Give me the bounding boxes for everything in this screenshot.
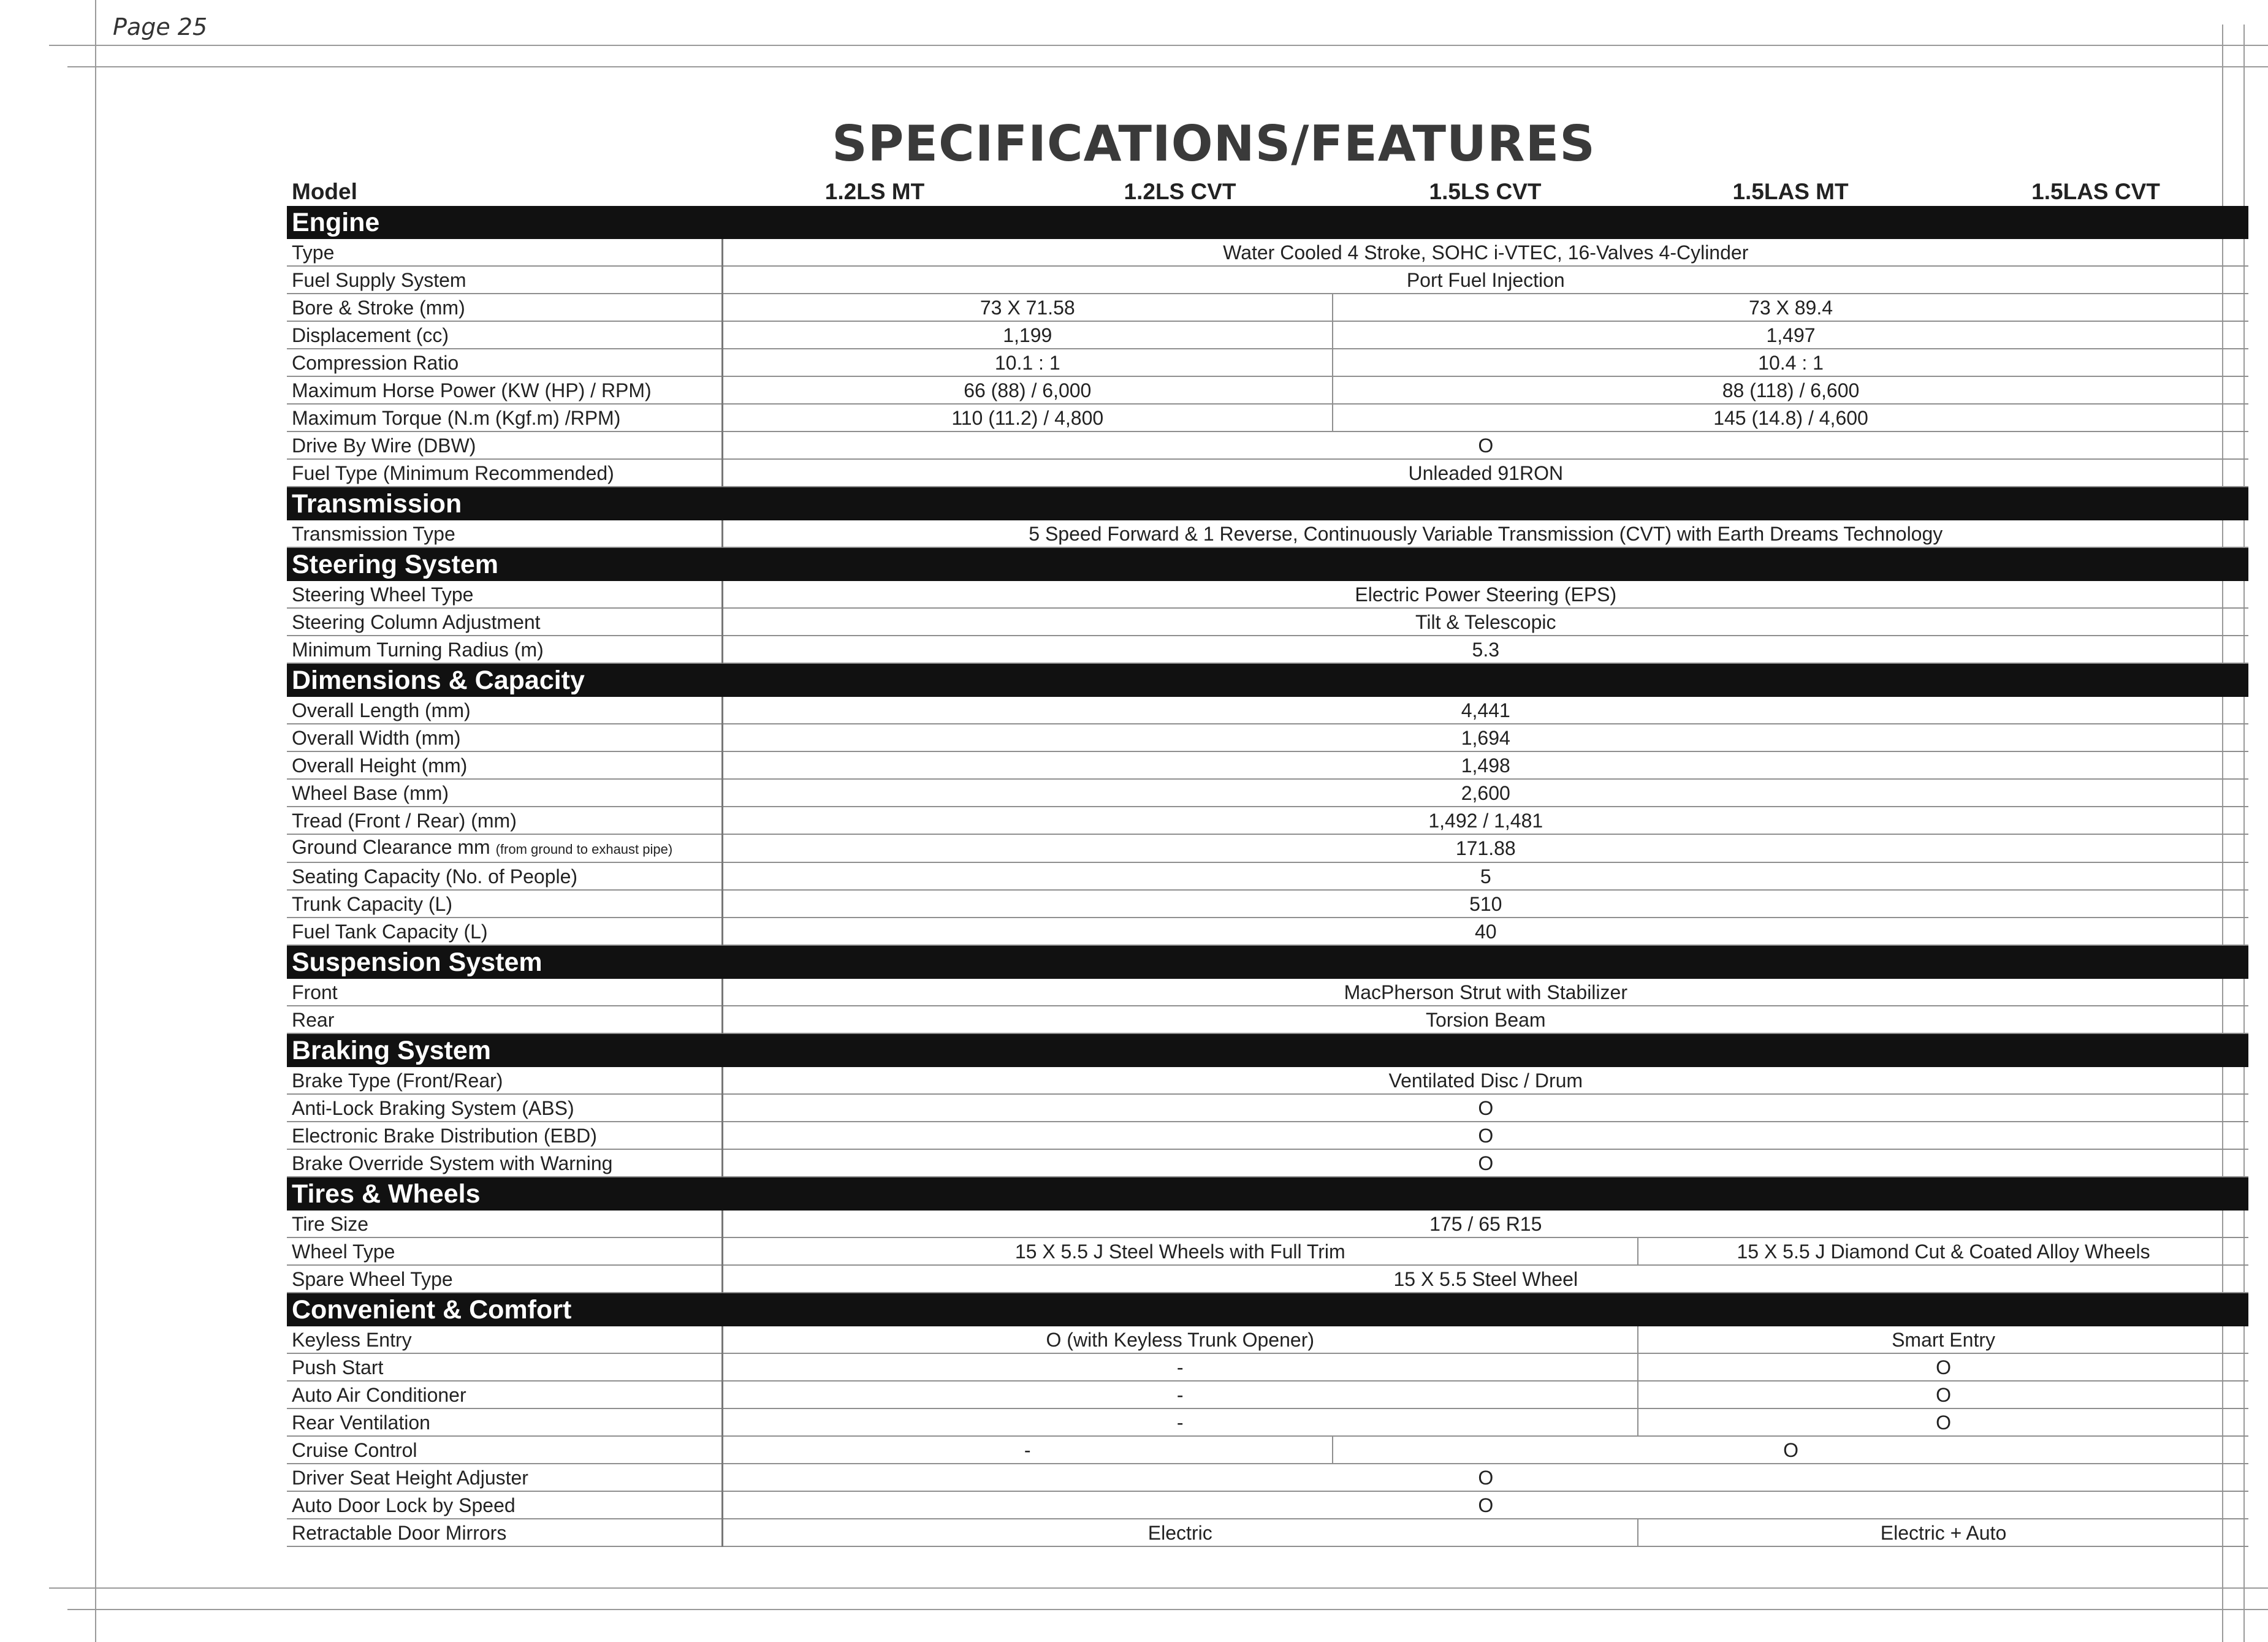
section-title: Dimensions & Capacity [287,663,2248,697]
spec-label-cell [287,459,722,487]
section-title: Suspension System [287,945,2248,979]
spec-row [287,349,2248,376]
section-header-row [287,1293,2248,1326]
spec-label-cell [287,724,722,751]
spec-row [287,431,2248,459]
spec-row [287,1464,2248,1491]
spec-label-cell [287,376,722,404]
model-header-row [287,178,2248,206]
page-title: SPECIFICATIONS/FEATURES [832,115,1596,172]
spec-label-cell [287,779,722,807]
spec-row [287,376,2248,404]
spec-label: Spare Wheel Type [292,1268,453,1290]
spec-table-body [287,178,2248,1546]
spec-label: Fuel Type (Minimum Recommended) [292,462,614,484]
spec-value: Smart Entry [1638,1326,2248,1353]
spec-value: 1,199 [722,321,1333,349]
spec-label: Overall Width (mm) [292,726,461,749]
section-header-row [287,206,2248,239]
spec-row [287,581,2248,608]
spec-value: Unleaded 91RON [722,459,2248,487]
spec-label: Brake Override System with Warning [292,1152,613,1174]
spec-label-cell [287,1381,722,1408]
section-title: Engine [287,206,2248,239]
spec-value: 171.88 [722,834,2248,862]
spec-value: Electric + Auto [1638,1519,2248,1546]
spec-row [287,1122,2248,1149]
model-name: 1.5LAS CVT [2031,179,2160,204]
spec-label: Steering Wheel Type [292,583,474,606]
spec-label-cell [287,1211,722,1237]
section-header-row [287,945,2248,979]
spec-label-cell [287,1094,722,1122]
spec-value: 73 X 71.58 [722,294,1333,321]
model-name: 1.5LAS MT [1732,179,1849,204]
model-name: 1.2LS CVT [1124,179,1236,204]
spec-value: 510 [722,890,2248,918]
spec-value: Electric Power Steering (EPS) [722,581,2248,608]
spec-row [287,608,2248,636]
spec-value: - [722,1436,1333,1464]
spec-label: Overall Length (mm) [292,699,471,721]
spec-label-cell [287,520,722,547]
section-title: Convenient & Comfort [287,1293,2248,1326]
spec-label: Maximum Horse Power (KW (HP) / RPM) [292,379,652,401]
spec-label-note: (from ground to exhaust pipe) [495,842,673,857]
spec-label: Retractable Door Mirrors [292,1521,507,1544]
spec-row [287,834,2248,862]
spec-value: 175 / 65 R15 [722,1211,2248,1237]
section-title: Braking System [287,1033,2248,1067]
spec-label-cell [287,862,722,890]
spec-label: Electronic Brake Distribution (EBD) [292,1124,597,1147]
spec-label: Compression Ratio [292,351,459,374]
spec-label: Steering Column Adjustment [292,610,541,633]
spec-label-cell [287,239,722,266]
spec-row [287,1326,2248,1353]
spec-label: Fuel Tank Capacity (L) [292,920,488,943]
spec-label-cell [287,1491,722,1519]
spec-value: O [722,431,2248,459]
section-header-row [287,1177,2248,1211]
spec-label-cell [287,581,722,608]
section-title: Tires & Wheels [287,1177,2248,1211]
spec-label: Tire Size [292,1212,369,1235]
spec-value: O [1638,1353,2248,1381]
spec-row [287,751,2248,779]
spec-label: Brake Type (Front/Rear) [292,1069,503,1092]
spec-label: Overall Height (mm) [292,754,468,777]
section-header-row [287,547,2248,581]
spec-row [287,1408,2248,1436]
spec-row [287,1094,2248,1122]
spec-value: Electric [722,1519,1638,1546]
spec-value: - [722,1408,1638,1436]
crop-mark [67,66,2268,67]
spec-value: 145 (14.8) / 4,600 [1333,404,2248,431]
spec-value: 1,498 [722,751,2248,779]
spec-value: 15 X 5.5 J Steel Wheels with Full Trim [722,1237,1638,1265]
spec-value: O [722,1149,2248,1177]
spec-value: O [1638,1408,2248,1436]
spec-value: 1,694 [722,724,2248,751]
spec-value: O [722,1122,2248,1149]
spec-label: Anti-Lock Braking System (ABS) [292,1097,574,1119]
crop-mark [49,45,2268,46]
spec-value: 1,492 / 1,481 [722,807,2248,834]
crop-mark [95,0,96,1642]
section-header-row [287,1033,2248,1067]
spec-row [287,918,2248,945]
spec-row [287,294,2248,321]
spec-label-cell [287,1149,722,1177]
spec-label-cell [287,1122,722,1149]
spec-row [287,979,2248,1006]
spec-label-cell [287,834,722,862]
spec-value: 4,441 [722,697,2248,724]
spec-value: 110 (11.2) / 4,800 [722,404,1333,431]
spec-value: O (with Keyless Trunk Opener) [722,1326,1638,1353]
page-label: Page 25 [113,13,208,40]
spec-label: Transmission Type [292,522,455,545]
spec-row [287,1265,2248,1293]
spec-value: 73 X 89.4 [1333,294,2248,321]
spec-label: Push Start [292,1356,384,1378]
spec-value: Port Fuel Injection [722,266,2248,294]
section-header-row [287,663,2248,697]
spec-label: Wheel Base (mm) [292,781,449,804]
spec-label-cell [287,1006,722,1033]
section-title: Steering System [287,547,2248,581]
spec-label: Trunk Capacity (L) [292,892,452,915]
spec-label: Rear [292,1008,335,1031]
spec-row [287,1519,2248,1546]
spec-row [287,1237,2248,1265]
spec-value: 1,497 [1333,321,2248,349]
spec-label-cell [287,1326,722,1353]
spec-label: Minimum Turning Radius (m) [292,638,544,661]
spec-label: Wheel Type [292,1240,395,1263]
spec-label: Maximum Torque (N.m (Kgf.m) /RPM) [292,406,621,429]
spec-label-cell [287,349,722,376]
spec-row [287,779,2248,807]
spec-label-cell [287,697,722,724]
spec-value: 15 X 5.5 Steel Wheel [722,1265,2248,1293]
spec-label: Drive By Wire (DBW) [292,434,476,457]
spec-value: O [1638,1381,2248,1408]
spec-row [287,321,2248,349]
spec-value: 66 (88) / 6,000 [722,376,1333,404]
spec-value: MacPherson Strut with Stabilizer [722,979,2248,1006]
spec-row [287,636,2248,663]
spec-value: 88 (118) / 6,600 [1333,376,2248,404]
spec-label-cell [287,1464,722,1491]
model-name: 1.2LS MT [824,179,925,204]
spec-row [287,697,2248,724]
spec-label-cell [287,636,722,663]
spec-row [287,1381,2248,1408]
spec-value: 2,600 [722,779,2248,807]
spec-row [287,1006,2248,1033]
spec-row [287,1149,2248,1177]
spec-label: Auto Door Lock by Speed [292,1494,516,1516]
spec-label-cell [287,321,722,349]
spec-value: O [722,1094,2248,1122]
spec-table [287,178,2248,1547]
spec-value: 40 [722,918,2248,945]
spec-label-cell [287,890,722,918]
spec-row [287,520,2248,547]
spec-label: Type [292,241,335,264]
spec-label-cell [287,1237,722,1265]
spec-value: O [722,1464,2248,1491]
spec-row [287,890,2248,918]
spec-label-cell [287,1519,722,1546]
spec-label: Tread (Front / Rear) (mm) [292,809,517,832]
spec-label: Displacement (cc) [292,324,449,346]
spec-label: Rear Ventilation [292,1411,430,1434]
spec-value: Ventilated Disc / Drum [722,1067,2248,1094]
spec-label-cell [287,918,722,945]
spec-row [287,266,2248,294]
spec-value: Tilt & Telescopic [722,608,2248,636]
spec-label: Cruise Control [292,1439,417,1461]
spec-value: 15 X 5.5 J Diamond Cut & Coated Alloy Wheels [1638,1237,2248,1265]
spec-label-cell [287,266,722,294]
section-header-row [287,487,2248,520]
spec-row [287,724,2248,751]
spec-label: Bore & Stroke (mm) [292,296,465,319]
spec-label: Fuel Supply System [292,268,466,291]
spec-label-cell [287,751,722,779]
spec-label-cell [287,431,722,459]
crop-mark [67,1609,2268,1610]
spec-label-cell [287,1408,722,1436]
spec-value: Water Cooled 4 Stroke, SOHC i-VTEC, 16-Valves 4-Cylinder [722,239,2248,266]
spec-value: O [1333,1436,2248,1464]
spec-row [287,404,2248,431]
spec-label-cell [287,1436,722,1464]
model-label: Model [292,179,357,204]
spec-value: 5.3 [722,636,2248,663]
model-name: 1.5LS CVT [1429,179,1542,204]
spec-label: Keyless Entry [292,1328,412,1351]
spec-label: Front [292,981,338,1003]
crop-mark [49,1587,2268,1589]
spec-row [287,862,2248,890]
spec-label-cell [287,1353,722,1381]
spec-label-cell [287,807,722,834]
spec-label: Ground Clearance mm [292,836,490,858]
spec-label-cell [287,294,722,321]
spec-row [287,239,2248,266]
spec-label-cell [287,1067,722,1094]
spec-row [287,807,2248,834]
spec-value: - [722,1381,1638,1408]
spec-row [287,1211,2248,1237]
section-title: Transmission [287,487,2248,520]
spec-row [287,459,2248,487]
spec-label-cell [287,979,722,1006]
spec-value: 10.4 : 1 [1333,349,2248,376]
spec-row [287,1353,2248,1381]
spec-row [287,1491,2248,1519]
spec-row [287,1067,2248,1094]
spec-label-cell [287,1265,722,1293]
spec-label-cell [287,608,722,636]
spec-value: 10.1 : 1 [722,349,1333,376]
spec-value: - [722,1353,1638,1381]
spec-value: Torsion Beam [722,1006,2248,1033]
spec-value: 5 Speed Forward & 1 Reverse, Continuously Variable Transmission (CVT) with Earth Dreams Technology [722,520,2248,547]
spec-row [287,1436,2248,1464]
spec-label: Seating Capacity (No. of People) [292,865,578,888]
spec-label: Driver Seat Height Adjuster [292,1466,528,1489]
spec-label: Auto Air Conditioner [292,1383,466,1406]
spec-label-cell [287,404,722,431]
spec-value: 5 [722,862,2248,890]
spec-value: O [722,1491,2248,1519]
